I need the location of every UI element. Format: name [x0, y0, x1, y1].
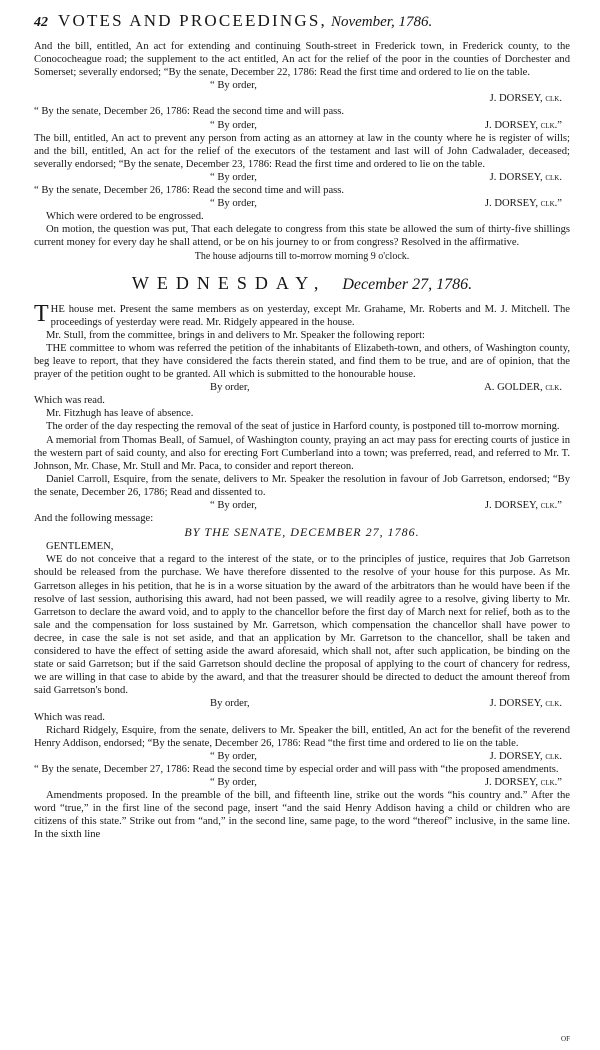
day-date: December 27, 1786. [342, 275, 473, 293]
page-header [34, 11, 570, 34]
day-name: WEDNESDAY, [131, 272, 327, 293]
paragraph: And the following message: [34, 513, 154, 525]
page-number: 42 [34, 15, 48, 30]
signature-line [34, 119, 570, 132]
clerk-signature: J. DORSEY, clk.” [484, 198, 562, 210]
opening-paragraph [34, 300, 570, 329]
by-order-label: By order, [210, 382, 250, 394]
paragraph: Daniel Carroll, Esquire, from the senate, delivers to Mr. Speaker the resolution in favour of Job Garretson, endorsed; “By the senate, December 26, 1786; Read and dissented to. [34, 473, 570, 498]
paragraph: The order of the day respecting the removal of the seat of justice in Harford county, is postponed till to-morrow morning. [46, 421, 560, 433]
signature-line [34, 499, 570, 512]
paragraph: The bill, entitled, An act to prevent any person from acting as an attorney at law in the county where he is register of wills; and the bill, entitled, An act for the relief of the executors of the testament and last will of John Cadwalader, deceased; severally endorsed; “By the senate, December 23, 1786: Read the first time and ordered to lie on the table. [34, 132, 570, 170]
paragraph: Mr. Stull, from the committee, brings in and delivers to Mr. Speaker the following report: [46, 329, 425, 341]
paragraph: And the bill, entitled, An act for extending and continuing South-street in Frederick town, in Frederick county, to the Conococheague road; the supplement to the act entitled, An act for the relief of the poor in the counties of Dorchester and Somerset; severally endorsed; “By the senate, December 22, 1786: Read the first time and ordered to lie on the table. [34, 41, 570, 79]
adjournment-note: The house adjourns till to-morrow morning 9 o'clock. [194, 250, 410, 262]
by-order-label: “ By order, [210, 500, 257, 511]
paragraph: Which was read. [34, 711, 105, 723]
clerk-signature: J. DORSEY, clk. [489, 171, 562, 183]
paragraph: THE committee to whom was referred the petition of the inhabitants of Elizabeth-town, and others, of Washington county, beg leave to report, that they have considered the facts therein stated, and find them to be true, and are of opinion, that the prayer of the petition ought to be granted. All which is submitted to the honourable house. [34, 342, 570, 381]
paragraph: Which was read. [34, 395, 105, 407]
paragraph: Which were ordered to be engrossed. [46, 211, 204, 223]
salutation: GENTLEMEN, [46, 541, 114, 553]
page-body [34, 40, 570, 841]
paragraph: On motion, the question was put, That each delegate to congress from this state be allowed the sum of thirty-five shillings current money for every day he shall attend, or be on his journey to or from congress? Resolved in the affirmative. [34, 224, 570, 249]
day-heading [34, 272, 570, 299]
clerk-signature: J. DORSEY, clk. [489, 93, 562, 105]
clerk-signature [562, 79, 570, 92]
by-order-label: “ By order, [210, 119, 257, 131]
senate-endorsement: “ By the senate, December 26, 1786: Read the second time and will pass. [34, 106, 345, 118]
paragraph: WE do not conceive that a regard to the interest of the state, or to the principles of justice, requires that Job Garretson should be released from the purchase. We have therefore dissented to the resolve of your house for this purpose. As Mr. Garretson alleges in his petition, that he is in a worse situation by the award of the arbitrators than he would have been if the resolve of last session, authorising this award, had not been passed, we will readily agree to a resolve, giving liberty to Mr. Garretson to declare the award void, and to apply to the chancellor before the first day of March next for relief, both as to the sale and the compensation for loss sustained by Mr. Garretson, which compensation the chancellor shall have power to decree, in case the sale is not set aside, and that an application by Mr. Garretson to the chancellor, shall be taken and considered to have the effect of setting aside the award aforesaid, which shall not, after such application, be binding on the state or said Garretson; but if the said Garretson should decline the proposal of applying to the court of chancery for redress, we are willing in that case to abide by the award, and that the treasurer should be directed to deduct the amount thereof from said Garretson's bond. [34, 554, 570, 697]
clerk-signature: A. GOLDER, clk. [484, 382, 562, 394]
by-order-label: “ By order, [210, 198, 257, 210]
signature-line [34, 750, 570, 763]
clerk-signature: J. DORSEY, clk. [489, 750, 562, 762]
running-date: November, 1786. [330, 14, 433, 30]
drop-cap: T [34, 300, 49, 327]
running-title: VOTES AND PROCEEDINGS, [58, 11, 327, 30]
clerk-signature: J. DORSEY, clk.” [484, 119, 562, 131]
by-order-label: “ By order, [210, 171, 257, 183]
by-order-label: “ By order, [210, 750, 257, 762]
by-order-label: “ By order, [210, 776, 257, 788]
clerk-signature: J. DORSEY, clk. [489, 698, 562, 710]
signature-line [34, 171, 570, 184]
paragraph: Mr. Fitzhugh has leave of absence. [46, 408, 194, 420]
catchword: of [561, 1033, 570, 1044]
signature-line [34, 381, 570, 394]
paragraph: Amendments proposed. In the preamble of the bill, and fifteenth line, strike out the words “his country and.” After the word “true,” in the first line of the second page, insert “and the said Henry Addison having a child or children who are citizens of this state.” Strike out from “and,” in the second line, same page, to the word “thereof” inclusive, in the same line. In the sixth line [34, 790, 570, 841]
senate-endorsement: “ By the senate, December 26, 1786: Read the second time and will pass. [34, 185, 345, 197]
by-order-label: “ By order, [210, 80, 257, 92]
by-order-label: By order, [210, 698, 250, 710]
signature-line [34, 79, 570, 92]
signature-line [34, 776, 570, 789]
paragraph: Richard Ridgely, Esquire, from the senate, delivers to Mr. Speaker the bill, entitled, An act for the benefit of the reverend Henry Addison, endorsed; “By the senate, December 26, 1786: Read “the first time and ordered to lie on the table. [34, 724, 570, 749]
paragraph: A memorial from Thomas Beall, of Samuel, of Washington county, praying an act may pass for erecting courts of justice in the western part of said county, and also for erecting Fort Cumberland into a town; was preferred, read, and referred to Mr. T. Johnson, Mr. Chase, Mr. Stull and Mr. Paca, to consider and report thereon. [34, 434, 570, 472]
signature-line [34, 697, 570, 710]
paragraph: “ By the senate, December 27, 1786: Read the second time by especial order and will pass with “the proposed amendments. [34, 763, 559, 775]
signature-line [34, 197, 570, 210]
paragraph-text: HE house met. Present the same members as on yesterday, except Mr. Grahame, Mr. Roberts and M. J. Mitchell. The proceedings of yesterday were read. Mr. Ridgely appeared in the house. [50, 303, 570, 328]
clerk-signature: J. DORSEY, clk.” [484, 776, 562, 788]
message-heading: BY THE SENATE, DECEMBER 27, 1786. [184, 525, 420, 540]
clerk-signature: J. DORSEY, clk.” [484, 500, 562, 511]
